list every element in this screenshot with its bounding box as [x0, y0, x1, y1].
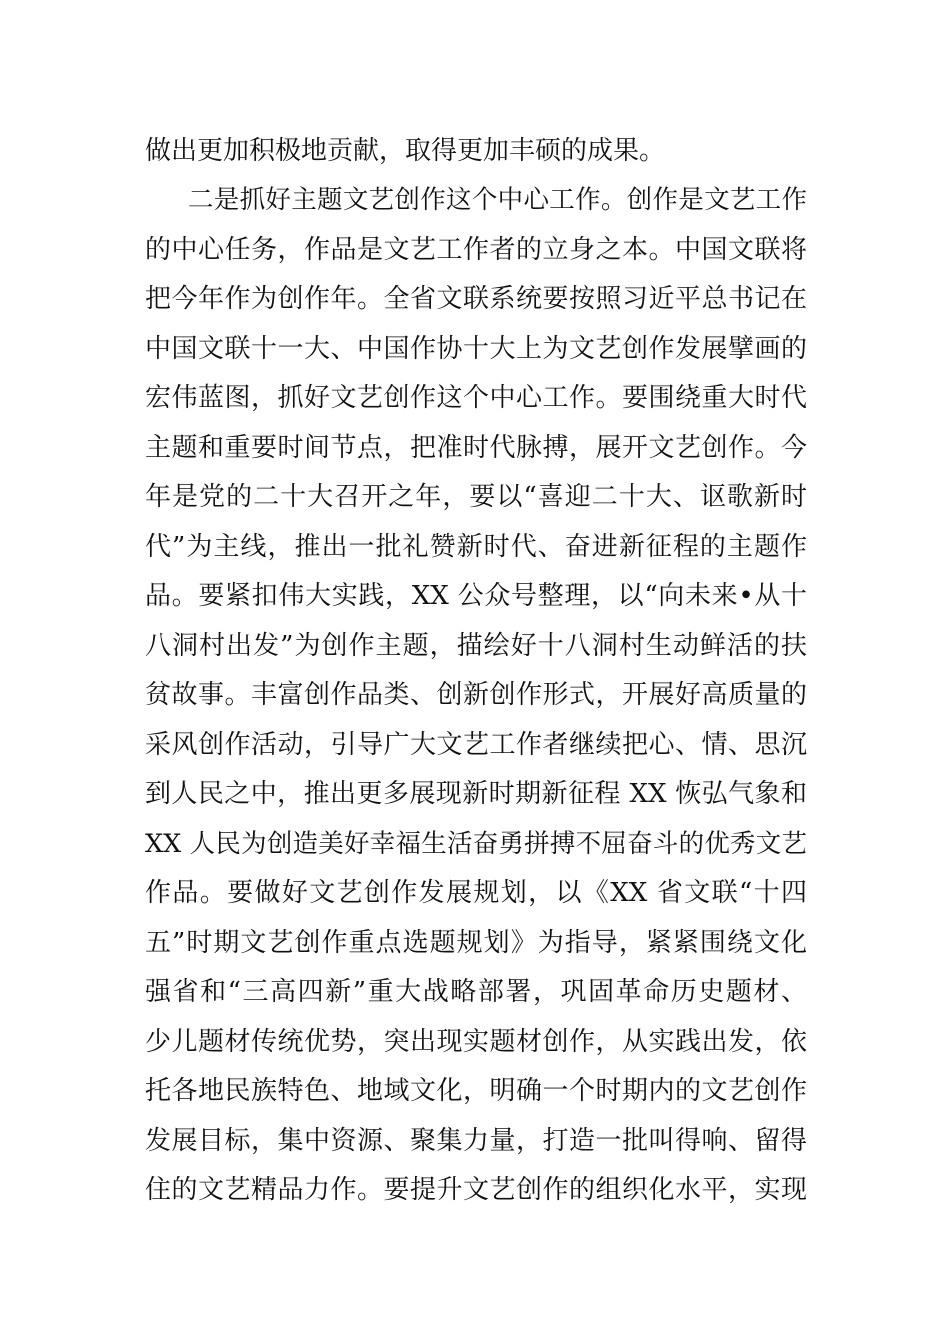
text-line: 代”为主线，推出一批礼赞新时代、奋进新征程的主题作 — [145, 532, 807, 562]
text-line: 的中心任务，作品是文艺工作者的立身之本。中国文联将 — [145, 235, 807, 265]
text-line: 作品。要做好文艺创作发展规划，以《XX 省文联“十四 — [145, 878, 807, 908]
text-line: 年是党的二十大召开之年，要以“喜迎二十大、讴歌新时 — [145, 482, 807, 512]
text-line: 到人民之中，推出更多展现新时期新征程 XX 恢弘气象和 — [145, 779, 807, 809]
text-line: 做出更加积极地贡献，取得更加丰硕的成果。 — [145, 136, 666, 166]
text-line: XX 人民为创造美好幸福生活奋勇拼搏不屈奋斗的优秀文艺 — [145, 829, 807, 859]
text-line: 把今年作为创作年。全省文联系统要按照习近平总书记在 — [145, 284, 807, 314]
text-line: 少儿题材传统优势，突出现实题材创作，从实践出发，依 — [145, 1027, 807, 1057]
text-line: 宏伟蓝图，抓好文艺创作这个中心工作。要围绕重大时代 — [145, 383, 807, 413]
text-line: 托各地民族特色、地域文化，明确一个时期内的文艺创作 — [145, 1076, 807, 1106]
text-line: 品。要紧扣伟大实践，XX 公众号整理，以“向未来•从十 — [145, 581, 807, 611]
text-line: 住的文艺精品力作。要提升文艺创作的组织化水平，实现 — [145, 1175, 807, 1205]
text-line: 发展目标，集中资源、聚集力量，打造一批叫得响、留得 — [145, 1126, 807, 1156]
text-line: 中国文联十一大、中国作协十大上为文艺创作发展擘画的 — [145, 334, 807, 364]
text-line: 八洞村出发”为创作主题，描绘好十八洞村生动鲜活的扶 — [145, 631, 807, 661]
text-line: 主题和重要时间节点，把准时代脉搏，展开文艺创作。今 — [145, 433, 807, 463]
text-line: 五”时期文艺创作重点选题规划》为指导，紧紧围绕文化 — [145, 928, 807, 958]
text-line: 强省和“三高四新”重大战略部署，巩固革命历史题材、 — [145, 977, 807, 1007]
paragraph-first-line: 二是抓好主题文艺创作这个中心工作。创作是文艺工作 — [188, 185, 807, 215]
text-line: 采风创作活动，引导广大文艺工作者继续把心、情、思沉 — [145, 730, 807, 760]
text-line: 贫故事。丰富创作品类、创新创作形式，开展好高质量的 — [145, 680, 807, 710]
